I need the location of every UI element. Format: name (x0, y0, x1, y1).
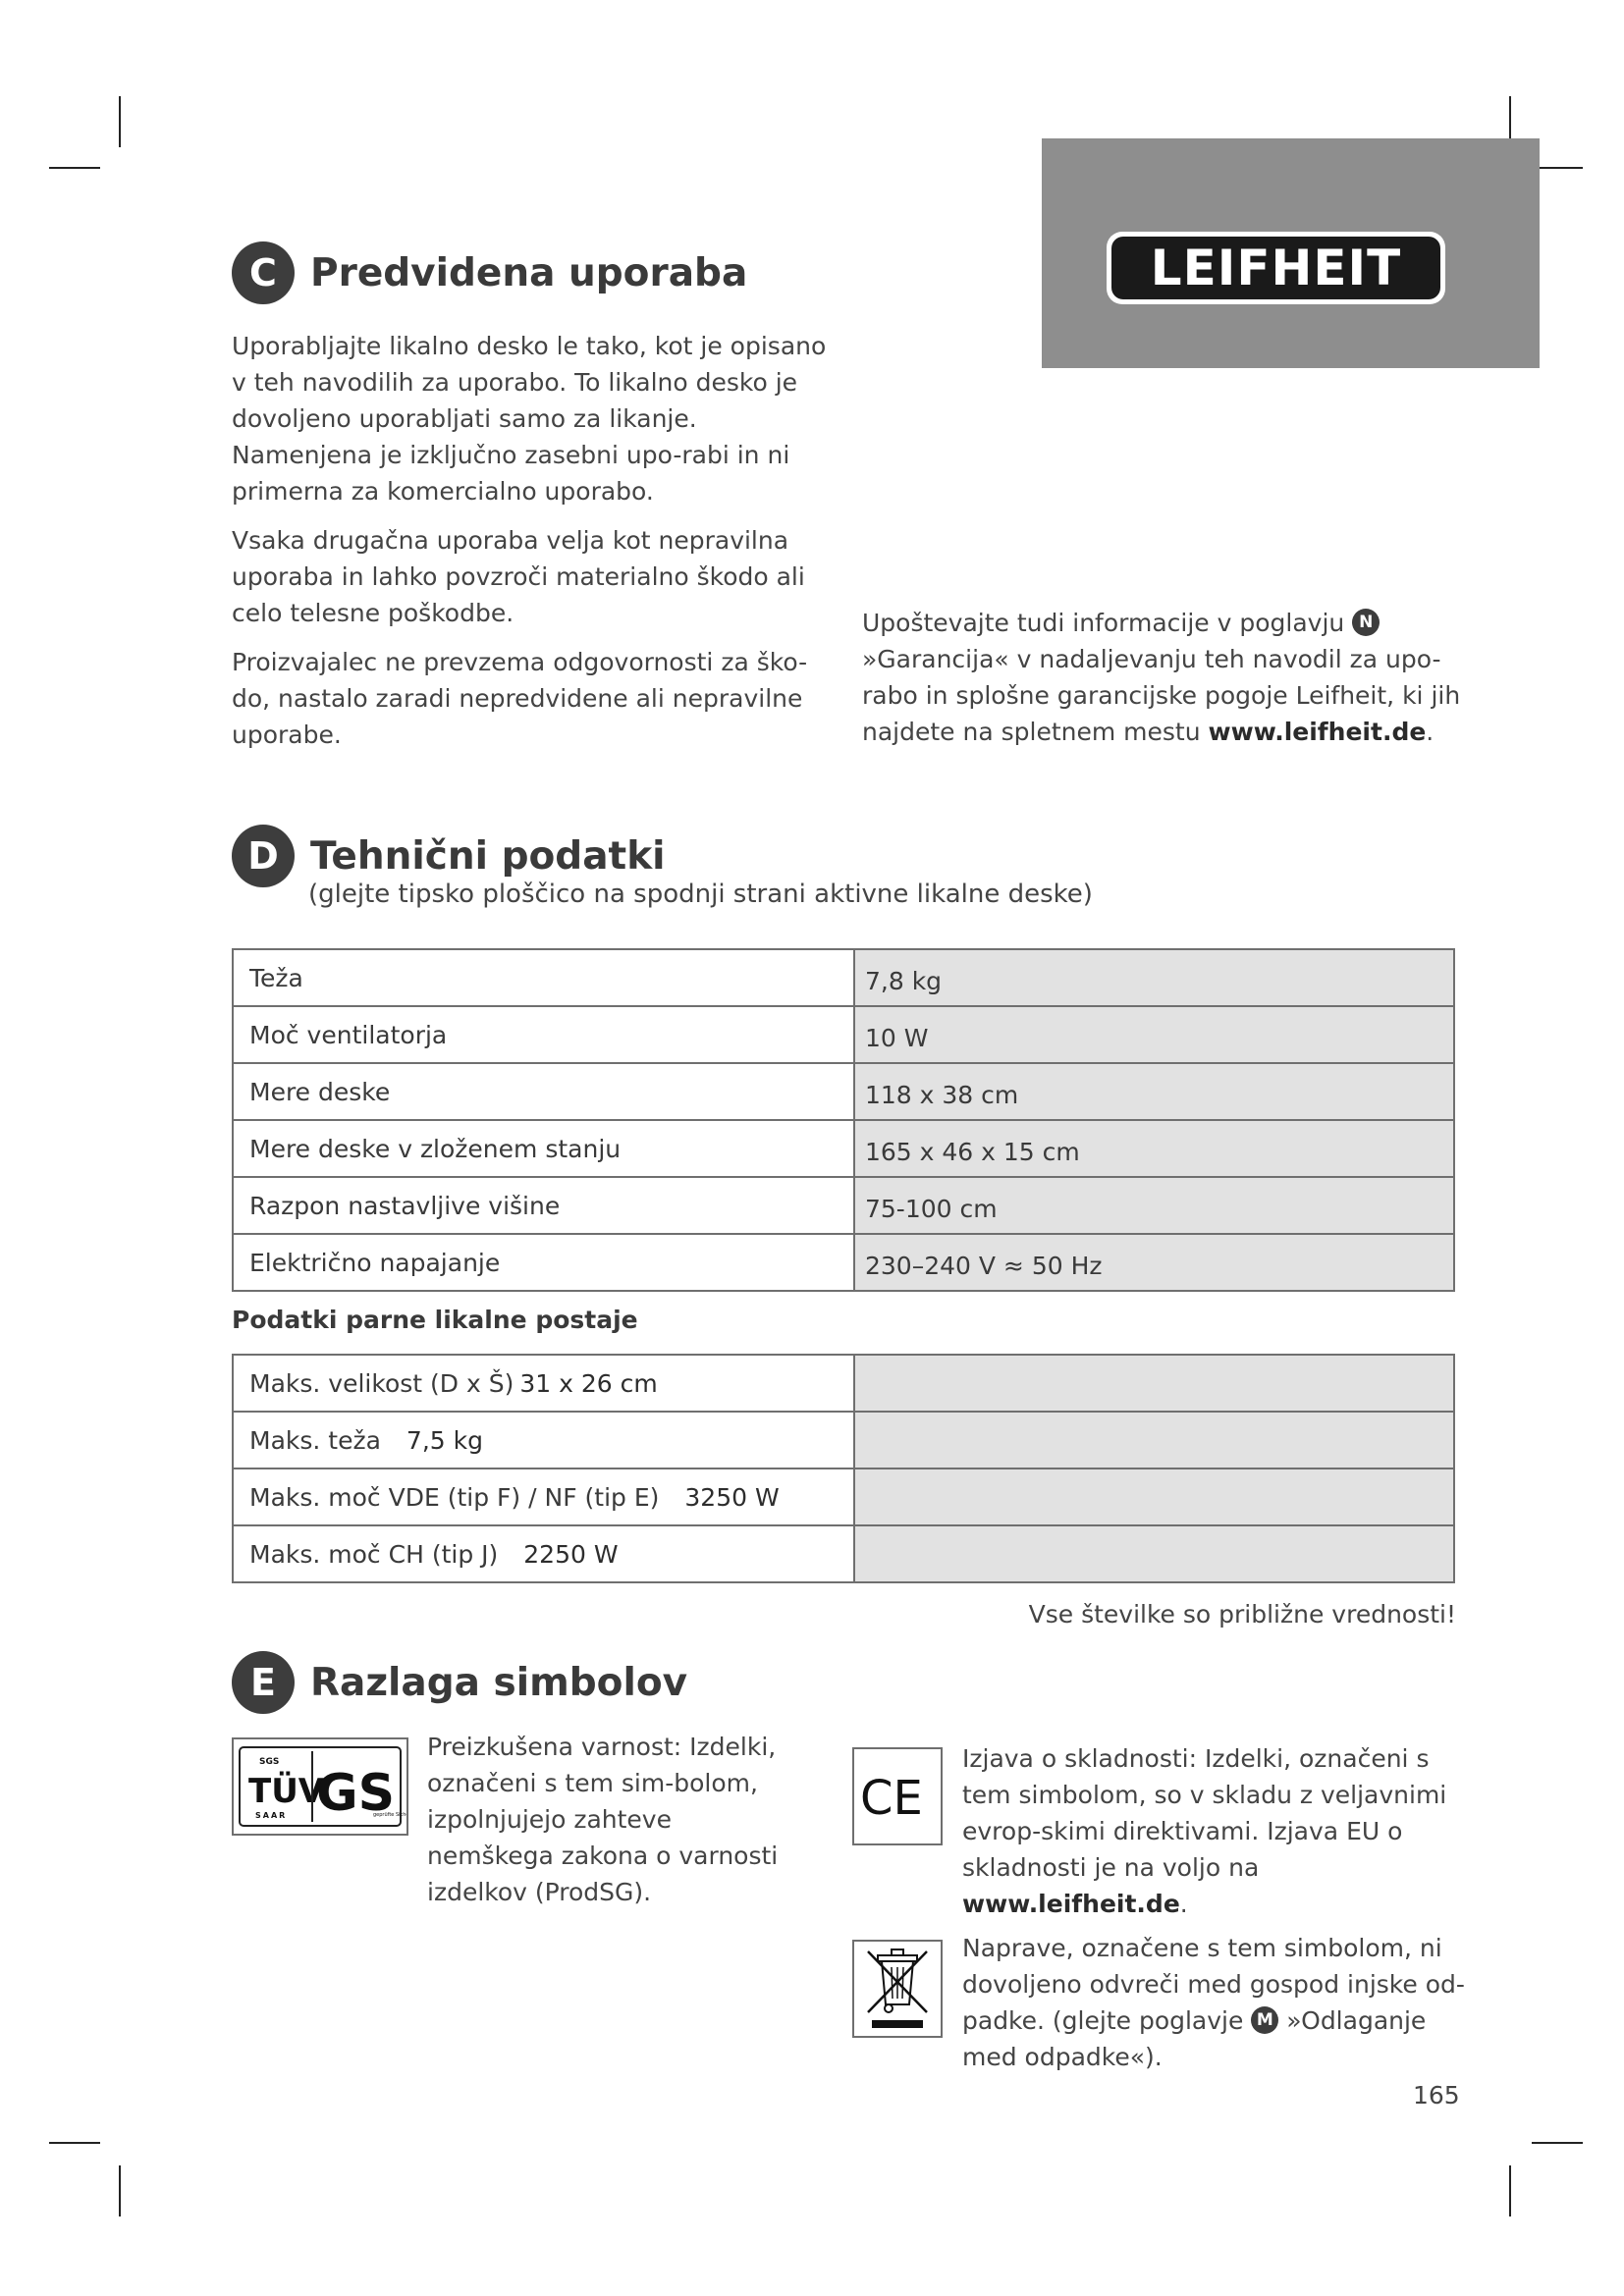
spec-value: 230–240 V ≈ 50 Hz (854, 1234, 1454, 1291)
ce-logo (852, 1747, 943, 1845)
spec-label: Maks. teža (249, 1425, 381, 1455)
section-c-paragraph-2: Vsaka drugačna uporaba velja kot nepravilna uporaba in lahko povzroči materialno škodo ali celo telesne poškodbe. (232, 526, 805, 627)
spec-value: 7,5 kg (406, 1425, 483, 1455)
warranty-note-text-2: »Garancija« v nadaljevanju teh navodil za upo-rabo in splošne garancijske pogoje Leifheit, ki jih najdete na spletnem mestu (862, 645, 1461, 746)
section-d-title: Tehnični podatki (310, 833, 666, 879)
spec-value: 3250 W (684, 1482, 780, 1512)
spec-value: 75-100 cm (854, 1177, 1454, 1234)
spec-value: 7,8 kg (854, 949, 1454, 1006)
section-c-heading (232, 241, 747, 304)
weee-description-text-2: »Odlaganje med odpadke«). (962, 2006, 1427, 2071)
tuv-gs-icon (234, 1739, 406, 1834)
ce-description-end: . (1179, 1890, 1188, 1918)
spec-label: Moč ventilatorja (233, 1006, 854, 1063)
section-c-paragraph-1: Uporabljajte likalno desko le tako, kot je opisano v teh navodilih za uporabo. To likalno desko je dovoljeno uporabljati samo za likanje. Namenjena je izključno zasebni upo-rabi in ni primerna za komercialno uporabo. (232, 332, 827, 506)
gs-text: GS (316, 1764, 396, 1823)
warranty-note (862, 605, 1461, 750)
technical-data-table (232, 948, 1455, 1292)
table-row (233, 1355, 1454, 1412)
weee-description (962, 1930, 1473, 2075)
spec-value: 118 x 38 cm (854, 1063, 1454, 1120)
logo-text: LEIFHEIT (1150, 240, 1402, 296)
section-e-title: Razlaga simbolov (310, 1660, 688, 1705)
spec-label-with-value (233, 1525, 854, 1582)
section-d-badge: D (232, 825, 295, 887)
spec-label: Mere deske (233, 1063, 854, 1120)
leifheit-logo (1107, 232, 1445, 304)
tuv-text: TÜV (248, 1772, 325, 1811)
steam-station-table (232, 1354, 1455, 1583)
ce-website-link[interactable]: www.leifheit.de (962, 1890, 1180, 1918)
section-e-heading (232, 1651, 687, 1714)
table-row (233, 1468, 1454, 1525)
spec-empty-cell (854, 1525, 1454, 1582)
crop-mark (49, 167, 100, 169)
spec-value: 2250 W (523, 1539, 619, 1569)
tuv-sgs-text: SGS (259, 1757, 280, 1767)
chapter-m-badge: M (1251, 2006, 1278, 2034)
ce-icon (854, 1749, 941, 1843)
warranty-note-text: Upoštevajte tudi informacije v poglavju (862, 609, 1345, 637)
tuv-gs-logo (232, 1737, 408, 1836)
section-c-body (232, 328, 833, 766)
warranty-note-end: . (1426, 718, 1435, 746)
table-row (233, 1006, 1454, 1063)
section-c-paragraph-3: Proizvajalec ne prevzema odgovornosti za ško-do, nastalo zaradi nepredvidene ali nepravilne uporabe. (232, 648, 808, 749)
tuv-description: Preizkušena varnost: Izdelki, označeni s tem sim-bolom, izpolnjujejo zahteve nemškega zakona o varnosti izdelkov (ProdSG). (427, 1733, 779, 1906)
tuv-saar-text: SAAR (255, 1811, 288, 1820)
table-row (233, 1120, 1454, 1177)
ce-text: CE (860, 1771, 923, 1826)
section-c-badge: C (232, 241, 295, 304)
spec-value: 31 x 26 cm (519, 1368, 658, 1398)
table-row (233, 1525, 1454, 1582)
spec-label: Maks. moč VDE (tip F) / NF (tip E) (249, 1482, 660, 1512)
table-row (233, 1412, 1454, 1468)
spec-label: Mere deske v zloženem stanju (233, 1120, 854, 1177)
ce-description-text: Izjava o skladnosti: Izdelki, označeni s tem simbolom, so v skladu z veljavnimi evrop-skimi direktivami. Izjava EU o skladnosti je na voljo na (962, 1744, 1447, 1882)
weee-description-text: Naprave, označene s tem simbolom, ni dovoljeno odvreči med gospod injske od-padke. (glejte poglavje (962, 1934, 1465, 2035)
page-number: 165 (1413, 2081, 1460, 2109)
ce-description (962, 1740, 1473, 1922)
spec-label-with-value (233, 1412, 854, 1468)
crop-mark (1532, 2142, 1583, 2144)
spec-value: 165 x 46 x 15 cm (854, 1120, 1454, 1177)
leifheit-website-link[interactable]: www.leifheit.de (1208, 718, 1427, 746)
table-row (233, 1177, 1454, 1234)
spec-label: Maks. velikost (D x Š) (249, 1368, 514, 1398)
spec-value: 10 W (854, 1006, 1454, 1063)
approximate-values-note: Vse številke so približne vrednosti! (1028, 1600, 1456, 1629)
brand-logo-panel (1042, 138, 1540, 368)
spec-label-with-value (233, 1468, 854, 1525)
section-e-badge: E (232, 1651, 295, 1714)
spec-label: Teža (233, 949, 854, 1006)
spec-label: Maks. moč CH (tip J) (249, 1539, 499, 1569)
spec-label: Razpon nastavljive višine (233, 1177, 854, 1234)
spec-label-with-value (233, 1355, 854, 1412)
crop-mark (119, 96, 121, 147)
spec-empty-cell (854, 1468, 1454, 1525)
crop-mark (119, 2165, 121, 2216)
table-row (233, 1234, 1454, 1291)
weee-logo (852, 1940, 943, 2038)
table-row (233, 949, 1454, 1006)
crop-mark (1509, 2165, 1511, 2216)
steam-station-subheading: Podatki parne likalne postaje (232, 1306, 638, 1334)
spec-label: Električno napajanje (233, 1234, 854, 1291)
spec-empty-cell (854, 1355, 1454, 1412)
spec-empty-cell (854, 1412, 1454, 1468)
table-row (233, 1063, 1454, 1120)
section-d-subtitle: (glejte tipsko ploščico na spodnji strani aktivne likalne deske) (308, 880, 1093, 909)
crossed-bin-icon (854, 1942, 941, 2036)
section-c-title: Predvidena uporaba (310, 250, 748, 295)
chapter-n-badge: N (1352, 609, 1380, 636)
crop-mark (49, 2142, 100, 2144)
gs-subtext: geprüfte Sich (373, 1812, 406, 1818)
section-d-heading (232, 825, 666, 887)
